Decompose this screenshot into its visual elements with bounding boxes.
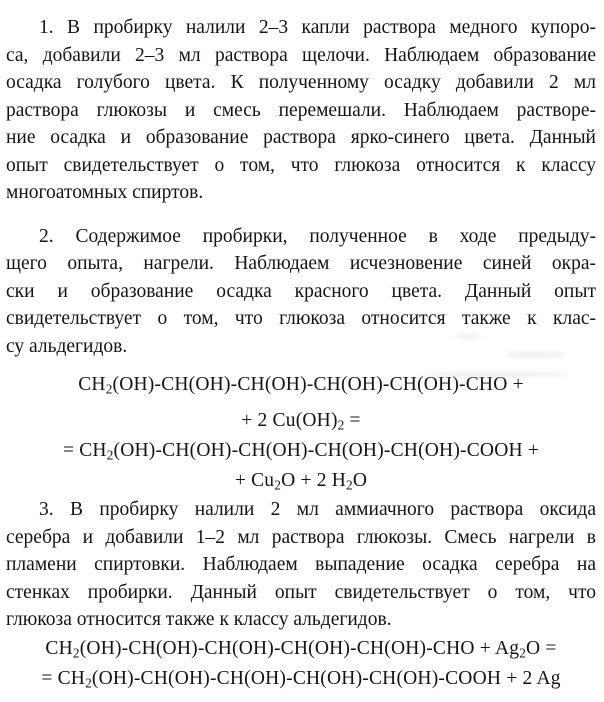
text-line: 2. Содержимое пробирки, полученное в ходе предыду- [39,225,596,247]
text-line: глюкоза относится также к классу альдегидов. [6,609,392,630]
text-line: 3. В пробирку налили 2 мл аммиачного раствора оксида [39,499,596,520]
formula-line: = $CH_2(OH)-CH(OH)-CH(OH)-CH(OH)-CH(OH)$-COOH + 2 Ag [41,667,561,690]
paragraph [6,223,596,361]
text-line: опыт свидетельствует о том, что глюкоза относится к классу [6,154,596,176]
text-line: осадка голубого цвета. К полученному осадку добавили 2 мл [6,72,596,93]
text-line: са, добавили 2–3 мл раствора щелочи. Наблюдаем образование [6,44,596,66]
text-line: щего опыта, нагрели. Наблюдаем исчезновение синей окра- [6,253,596,274]
formula-block [6,634,596,694]
formula-line: = $CH_2(OH)-CH(OH)-CH(OH)-CH(OH)-CH(OH)$-COOH + [62,440,540,463]
text-line: ние осадка и образование раствора ярко-синего цвета. Данный [6,127,596,148]
text-line: 1. В пробирку налили 2–3 капли раствора медного купоро- [39,17,596,38]
paragraph [6,496,596,634]
formula-block [6,369,596,436]
formula-line: + 2 $Cu(OH)_2$ = [241,410,361,433]
text-line: свидетельствует о том, что глюкоза относится также к клас- [6,308,596,329]
formula-line: $CH_2(OH)-CH(OH)-CH(OH)-CH(OH)-CH(OH)$-CHO + $Ag_2O$ = [45,637,557,660]
text-line: многоатомных спиртов. [6,182,204,203]
text-line: ски и образование осадка красного цвета. Данный опыт [6,280,596,302]
formula-block [6,436,596,496]
paragraph [6,14,596,207]
text-line: серебра и добавили 1–2 мл раствора глюкозы. Смесь нагрели в [6,526,596,548]
text-line: пламени спиртовки. Наблюдаем выпадение осадка серебра на [6,554,596,575]
text-line: стенках пробирки. Данный опыт свидетельствует о том, что [6,581,596,603]
text-line: раствора глюкозы и смесь перемешали. Наблюдаем растворе- [6,99,596,121]
text-line: су альдегидов. [6,335,128,357]
formula-line: + $Cu_2O + 2$ $H_2O$ [234,470,368,493]
formula-line: $CH_2(OH)-CH(OH)-CH(OH)-CH(OH)-CH(OH)$-CHO + [78,374,524,397]
